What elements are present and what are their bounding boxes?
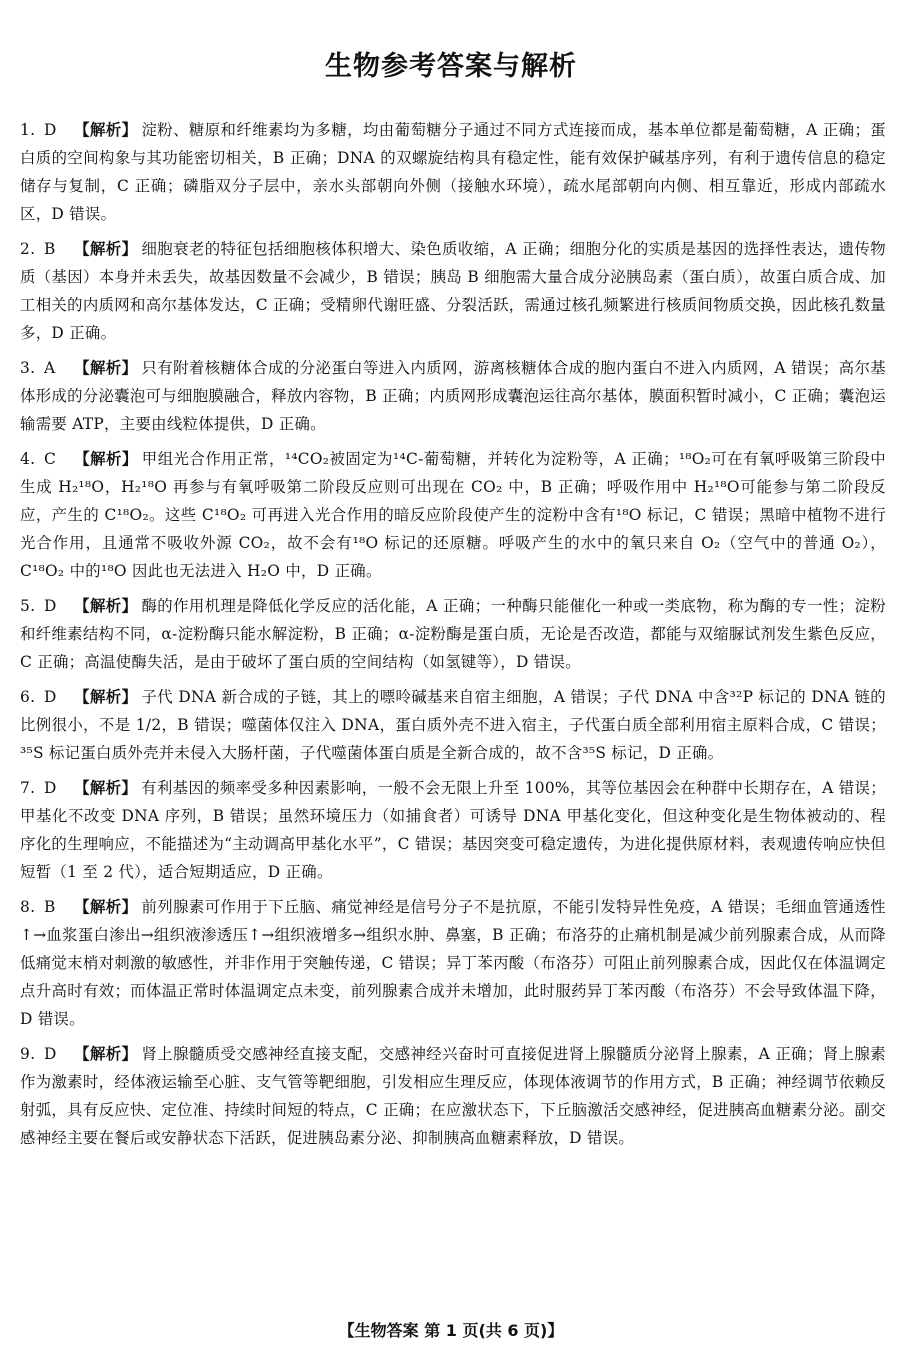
question-explanation: 只有附着核糖体合成的分泌蛋白等进入内质网，游离核糖体合成的胞内蛋白不进入内质网，A 错误；高尔基体形成的分泌囊泡可与细胞膜融合，释放内容物，B 正确；内质网形成囊泡运往高尔基体，膜面积暂时减小，C 正确；囊泡运输需要 ATP，主要由线粒体提供，D 正确。 bbox=[20, 359, 886, 433]
question-item bbox=[20, 683, 886, 767]
question-explanation: 淀粉、糖原和纤维素均为多糖，均由葡萄糖分子通过不同方式连接而成，基本单位都是葡萄糖，A 正确；蛋白质的空间构象与其功能密切相关，B 正确；DNA 的双螺旋结构具有稳定性，能有效保护碱基序列，有利于遗传信息的稳定储存与复制，C 正确；磷脂双分子层中，亲水头部朝向外侧（接触水环境），疏水尾部朝向内侧、相互靠近，形成内部疏水区，D 错误。 bbox=[20, 121, 886, 223]
analysis-tag: 【解析】 bbox=[74, 597, 138, 615]
question-item bbox=[20, 592, 886, 676]
question-item bbox=[20, 1040, 886, 1152]
question-answer: B bbox=[44, 898, 56, 916]
question-answer: D bbox=[44, 597, 57, 615]
page-title: 生物参考答案与解析 bbox=[325, 51, 577, 82]
question-number: 1. bbox=[20, 121, 36, 139]
question-explanation: 甲组光合作用正常，¹⁴CO₂被固定为¹⁴C-葡萄糖，并转化为淀粉等，A 正确；¹⁸O₂可在有氧呼吸第三阶段中生成 H₂¹⁸O，H₂¹⁸O 再参与有氧呼吸第二阶段反应则可出现在 CO₂ 中，B 正确；呼吸作用中 H₂¹⁸O可能参与第二阶段反应，产生的 C¹⁸O₂。这些 C¹⁸O₂ 可再进入光合作用的暗反应阶段使产生的淀粉中含有¹⁸O 标记，C 错误；黑暗中植物不进行光合作用，且通常不吸收外源 CO₂，故不会有¹⁸O 标记的还原糖。呼吸产生的水中的氧只来自 O₂（空气中的普通 O₂），C¹⁸O₂ 中的¹⁸O 因此也无法进入 H₂O 中，D 正确。 bbox=[20, 450, 886, 580]
question-answer: D bbox=[44, 779, 57, 797]
question-answer: D bbox=[44, 1045, 57, 1063]
analysis-tag: 【解析】 bbox=[74, 688, 138, 706]
question-explanation: 有利基因的频率受多种因素影响，一般不会无限上升至 100%，其等位基因会在种群中长期存在，A 错误；甲基化不改变 DNA 序列，B 错误；虽然环境压力（如捕食者）可诱导 DNA 甲基化变化，但这种变化是生物体被动的、程序化的生理响应，不能描述为“主动调高甲基化水平”，C 错误；基因突变可稳定遗传，为进化提供原材料，表观遗传响应快但短暂（1 至 2 代），适合短期适应，D 正确。 bbox=[20, 779, 886, 881]
question-answer: D bbox=[44, 688, 57, 706]
question-number: 6. bbox=[20, 688, 36, 706]
question-explanation: 子代 DNA 新合成的子链，其上的嘌呤碱基来自宿主细胞，A 错误；子代 DNA 中含³²P 标记的 DNA 链的比例很小，不是 1/2，B 错误；噬菌体仅注入 DNA，蛋白质外壳不进入宿主，子代蛋白质全部利用宿主原料合成，C 错误；³⁵S 标记蛋白质外壳并未侵入大肠杆菌，子代噬菌体蛋白质是全新合成的，故不含³⁵S 标记，D 正确。 bbox=[20, 688, 886, 762]
analysis-tag: 【解析】 bbox=[74, 240, 138, 258]
analysis-tag: 【解析】 bbox=[74, 1045, 138, 1063]
page-footer: 【生物答案 第 1 页(共 6 页)】 bbox=[338, 1321, 564, 1340]
question-number: 3. bbox=[20, 359, 36, 377]
question-number: 8. bbox=[20, 898, 36, 916]
question-list bbox=[20, 116, 886, 1159]
analysis-tag: 【解析】 bbox=[74, 898, 138, 916]
question-item bbox=[20, 235, 886, 347]
question-explanation: 细胞衰老的特征包括细胞核体积增大、染色质收缩，A 正确；细胞分化的实质是基因的选择性表达，遗传物质（基因）本身并未丢失，故基因数量不会减少，B 错误；胰岛 B 细胞需大量合成分泌胰岛素（蛋白质），故蛋白质合成、加工相关的内质网和高尔基体发达，C 正确；受精卵代谢旺盛、分裂活跃，需通过核孔频繁进行核质间物质交换，因此核孔数量多，D 正确。 bbox=[20, 240, 886, 342]
question-number: 7. bbox=[20, 779, 36, 797]
question-explanation: 前列腺素可作用于下丘脑、痛觉神经是信号分子不是抗原，不能引发特异性免疫，A 错误；毛细血管通透性↑→血浆蛋白渗出→组织液渗透压↑→组织液增多→组织水肿、鼻塞，B 正确；布洛芬的止痛机制是减少前列腺素合成，从而降低痛觉末梢对刺激的敏感性，并非作用于突触传递，C 错误；异丁苯丙酸（布洛芬）可阻止前列腺素合成，因此仅在体温调定点升高时有效；而体温正常时体温调定点未变，前列腺素合成并未增加，此时服药异丁苯丙酸（布洛芬）不会导致体温下降，D 错误。 bbox=[20, 898, 886, 1028]
question-item bbox=[20, 116, 886, 228]
question-number: 2. bbox=[20, 240, 36, 258]
question-answer: C bbox=[44, 450, 57, 468]
question-answer: D bbox=[44, 121, 57, 139]
question-item bbox=[20, 893, 886, 1033]
analysis-tag: 【解析】 bbox=[74, 359, 138, 377]
analysis-tag: 【解析】 bbox=[74, 450, 138, 468]
question-number: 4. bbox=[20, 450, 36, 468]
question-answer: A bbox=[44, 359, 56, 377]
question-explanation: 肾上腺髓质受交感神经直接支配，交感神经兴奋时可直接促进肾上腺髓质分泌肾上腺素，A 正确；肾上腺素作为激素时，经体液运输至心脏、支气管等靶细胞，引发相应生理反应，体现体液调节的作用方式，B 正确；神经调节依赖反射弧，具有反应快、定位准、持续时间短的特点，C 正确；在应激状态下，下丘脑激活交感神经，促进胰高血糖素分泌。副交感神经主要在餐后或安静状态下活跃，促进胰岛素分泌、抑制胰高血糖素释放，D 错误。 bbox=[20, 1045, 886, 1147]
question-number: 5. bbox=[20, 597, 36, 615]
question-explanation: 酶的作用机理是降低化学反应的活化能，A 正确；一种酶只能催化一种或一类底物，称为酶的专一性；淀粉和纤维素结构不同，α-淀粉酶只能水解淀粉，B 正确；α-淀粉酶是蛋白质，无论是否改造，都能与双缩脲试剂发生紫色反应，C 正确；高温使酶失活，是由于破坏了蛋白质的空间结构（如氢键等），D 错误。 bbox=[20, 597, 886, 671]
question-answer: B bbox=[44, 240, 56, 258]
question-item bbox=[20, 774, 886, 886]
question-item bbox=[20, 445, 886, 585]
analysis-tag: 【解析】 bbox=[74, 779, 138, 797]
analysis-tag: 【解析】 bbox=[74, 121, 138, 139]
question-item bbox=[20, 354, 886, 438]
question-number: 9. bbox=[20, 1045, 36, 1063]
